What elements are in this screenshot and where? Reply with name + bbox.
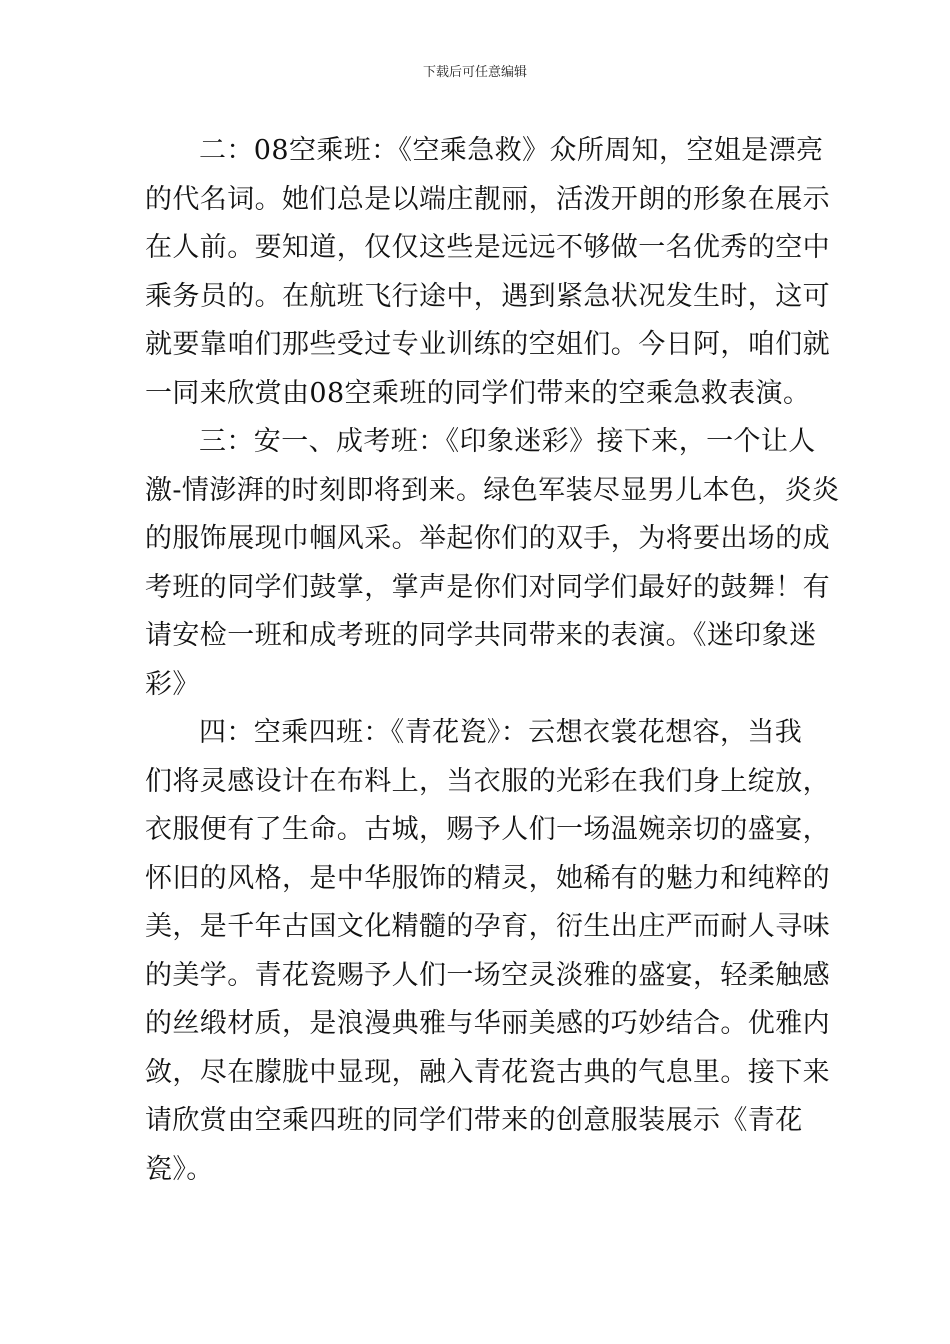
text-line: 的服饰展现巾帼风采。举起你们的双手，为将要出场的成 — [145, 523, 830, 554]
paragraph-camouflage-impression — [145, 418, 840, 709]
text-line: 乘务员的。在航班飞行途中，遇到紧急状况发生时，这可 — [145, 280, 830, 312]
paragraph-blue-white-porcelain — [145, 709, 830, 1194]
text-line: 三：安一、成考班：《印象迷彩》接下来，一个让人 — [199, 426, 816, 457]
text-line: 敛，尽在朦胧中显现，融入青花瓷古典的气息里。接下来 — [145, 1056, 830, 1088]
page-header: 下载后可任意编辑 — [422, 65, 527, 80]
document-body — [145, 127, 840, 1194]
text-line: 美，是千年古国文化精髓的孕育，衍生出庄严而耐人寻味 — [145, 911, 830, 942]
text-line: 的丝缎材质，是浪漫典雅与华丽美感的巧妙结合。优雅内 — [145, 1008, 830, 1039]
paragraph-kongcheng-first-aid — [145, 127, 830, 418]
text-line: 在人前。要知道，仅仅这些是远远不够做一名优秀的空中 — [145, 232, 830, 263]
text-line: 的美学。青花瓷赐予人们一场空灵淡雅的盛宴，轻柔触感 — [145, 959, 830, 991]
text-line: 彩》 — [145, 668, 200, 700]
text-line: 就要靠咱们那些受过专业训练的空姐们。今日阿，咱们就 — [145, 329, 830, 360]
text-line: 四：空乘四班：《青花瓷》：云想衣裳花想容，当我 — [199, 717, 803, 748]
text-line: 激-情澎湃的时刻即将到来。绿色军装尽显男儿本色，炎炎 — [145, 474, 840, 506]
text-line: 考班的同学们鼓掌，掌声是你们对同学们最好的鼓舞！有 — [145, 571, 830, 603]
text-line: 请欣赏由空乘四班的同学们带来的创意服装展示《青花 — [145, 1105, 803, 1136]
text-line: 衣服便有了生命。古城，赐予人们一场温婉亲切的盛宴， — [145, 814, 830, 845]
text-line: 请安检一班和成考班的同学共同带来的表演。《迷印象迷 — [145, 620, 817, 651]
text-line: 怀旧的风格，是中华服饰的精灵，她稀有的魅力和纯粹的 — [145, 862, 830, 894]
text-line: 瓷》。 — [145, 1153, 214, 1185]
text-line: 一同来欣赏由08空乘班的同学们带来的空乘急救表演。 — [145, 377, 811, 409]
text-line: 们将灵感设计在布料上，当衣服的光彩在我们身上绽放， — [145, 765, 830, 797]
text-line: 的代名词。她们总是以端庄靓丽，活泼开朗的形象在展示 — [145, 183, 830, 215]
text-line: 二：08空乘班：《空乘急救》众所周知，空姐是漂亮 — [199, 135, 824, 166]
